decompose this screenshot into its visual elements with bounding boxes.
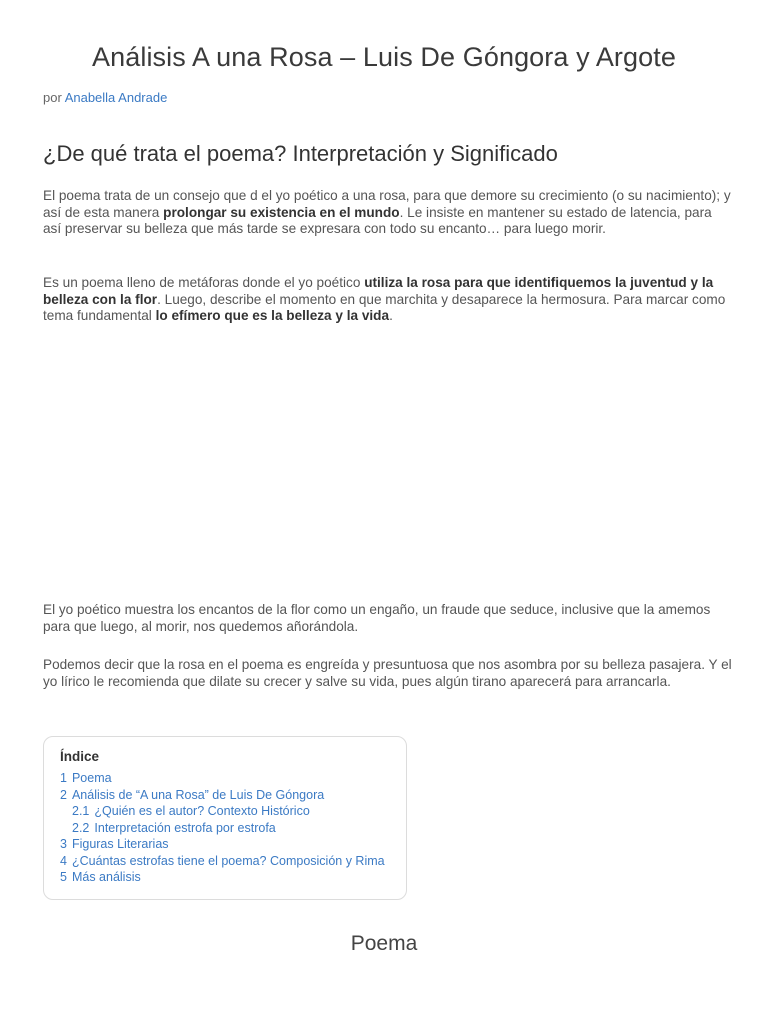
- paragraph-2-bold-2: lo efímero que es la belleza y la vida: [155, 308, 390, 324]
- paragraph-2-text-c: . Luego, describe el momento en que marchita y desaparece la hermosura. Para marcar como tema fundamental: [43, 291, 726, 324]
- paragraph-2-bold-1: utiliza la rosa para que identifiquemos la juventud y la belleza con la flor: [43, 275, 714, 307]
- toc-link-poema[interactable]: 1 Poema: [60, 771, 112, 785]
- paragraph-1-text-c: . Le insiste en mantener su estado de latencia, para así preservar su belleza que más tarde se expresara con todo su encanto… para luego morir.: [43, 204, 712, 237]
- toc-item: [60, 853, 390, 870]
- toc-link-autor[interactable]: 2.1 ¿Quién es el autor? Contexto Histórico: [72, 804, 310, 818]
- paragraph-4: Podemos decir que la rosa en el poema es engreída y presuntuosa que nos asombra por su belleza pasajera. Y el yo lírico le recomienda que dilate su crecer y salve su vida, pues algún tirano aparecerá para arrancarla.: [43, 657, 732, 689]
- author-link[interactable]: Anabella Andrade: [64, 90, 168, 105]
- toc-item: [60, 803, 390, 820]
- paragraph-3: El yo poético muestra los encantos de la flor como un engaño, un fraude que seduce, inclusive que la amemos para que luego, al morir, nos quedemos añorándola.: [43, 602, 711, 634]
- toc-item: [60, 787, 390, 804]
- toc-link-figuras[interactable]: 3 Figuras Literarias: [60, 837, 169, 851]
- toc-item: [60, 820, 390, 837]
- section-heading-poema: Poema: [350, 932, 418, 955]
- toc-item: [60, 770, 390, 787]
- byline-prefix: por: [43, 90, 65, 105]
- paragraph-2: [43, 275, 733, 325]
- toc-link-estrofas[interactable]: 4 ¿Cuántas estrofas tiene el poema? Composición y Rima: [60, 853, 385, 868]
- paragraph-1-bold: prolongar su existencia en el mundo: [163, 204, 400, 220]
- toc-link-mas-analisis[interactable]: 5 Más análisis: [60, 870, 141, 884]
- paragraph-1: [43, 188, 733, 238]
- paragraph-2-text-a: Es un poema lleno de metáforas donde el yo poético: [43, 275, 365, 290]
- toc-title: Índice: [60, 749, 100, 764]
- blank-ad-space: [43, 340, 733, 590]
- toc-link-interpretacion[interactable]: 2.2 Interpretación estrofa por estrofa: [72, 820, 276, 835]
- table-of-contents: [43, 736, 407, 900]
- article-title: Análisis A una Rosa – Luis De Góngora y Argote: [92, 42, 676, 72]
- toc-link-analisis[interactable]: 2 Análisis de “A una Rosa” de Luis De Góngora: [60, 787, 325, 802]
- paragraph-2-text-e: .: [389, 308, 393, 324]
- byline: [43, 90, 167, 105]
- toc-item: [60, 869, 390, 886]
- section-heading-interpretation: ¿De qué trata el poema? Interpretación y Significado: [43, 141, 558, 166]
- paragraph-1-text-a: El poema trata de un consejo que d el yo poético a una rosa, para que demore su crecimiento (o su nacimiento); y así de esta manera: [43, 188, 731, 220]
- toc-item: [60, 836, 390, 853]
- toc-list: [60, 770, 390, 886]
